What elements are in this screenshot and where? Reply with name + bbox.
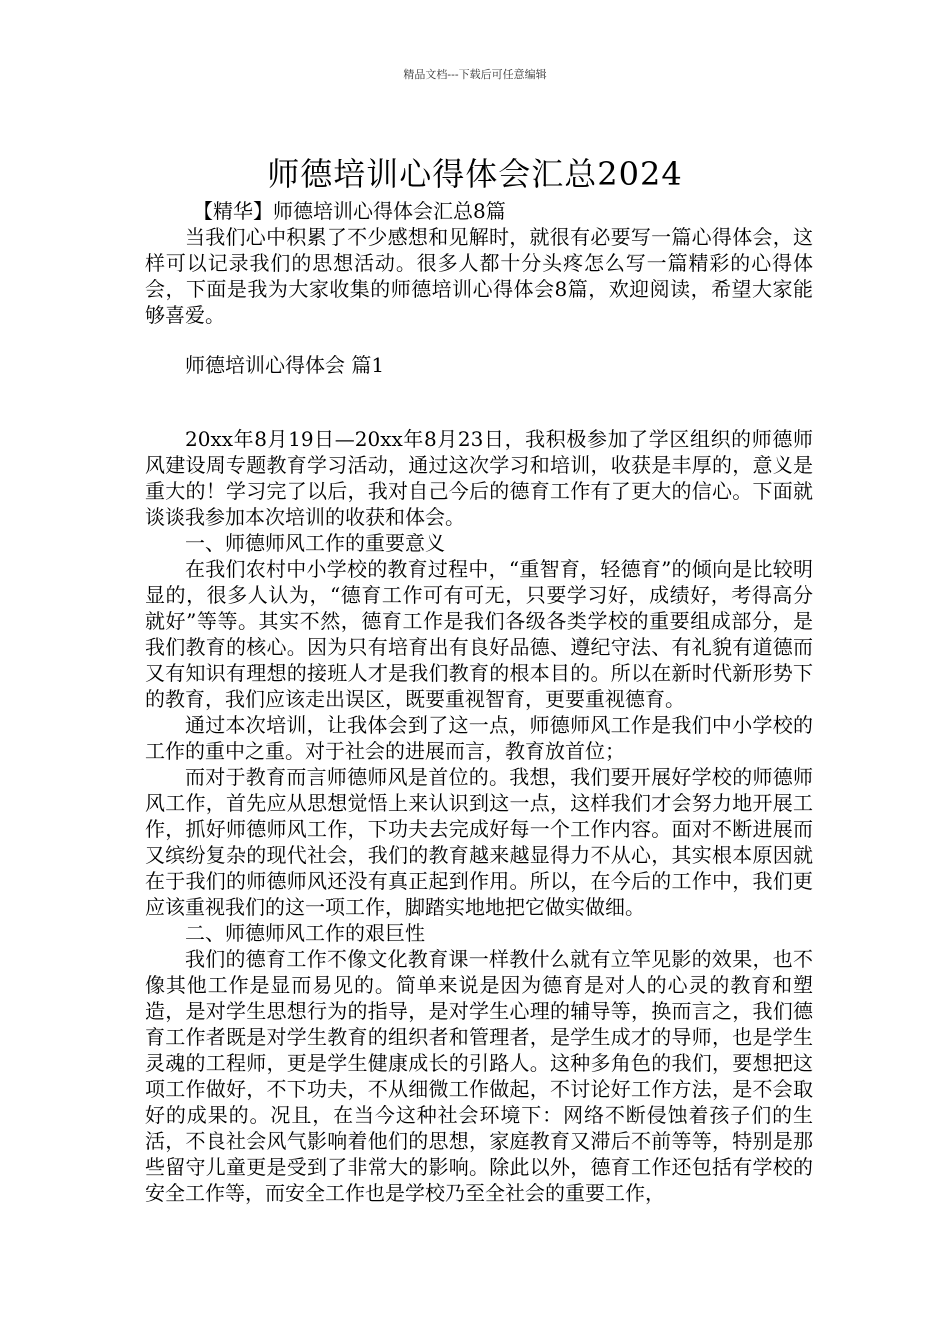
document-title: 师德培训心得体会汇总2024	[267, 155, 683, 194]
page-header: 精品文档---下载后可任意编辑	[403, 68, 547, 81]
body-paragraph: 通过本次培训，让我体会到了这一点，师德师风工作是我们中小学校的工作的重中之重。对于社会的进展而言，教育放首位；	[145, 713, 813, 763]
body-paragraph: 而对于教育而言师德师风是首位的。我想，我们要开展好学校的师德师风工作，首先应从思想觉悟上来认识到这一点，这样我们才会努力地开展工作，抓好师德师风工作，下功夫去完成好每一个工作内容。面对不断进展而又缤纷复杂的现代社会，我们的教育越来越显得力不从心，其实根本原因就在于我们的师德师风还没有真正起到作用。所以，在今后的工作中，我们更应该重视我们的这一项工作，脚踏实地地把它做实做细。	[145, 765, 813, 919]
body-paragraph: 20xx年8月19日—20xx年8月23日，我积极参加了学区组织的师德师风建设周专题教育学习活动，通过这次学习和培训，收获是丰厚的，意义是重大的！学习完了以后，我对自己今后的德育工作有了更大的信心。下面就谈谈我参加本次培训的收获和体会。	[145, 427, 813, 529]
body-paragraph: 在我们农村中小学校的教育过程中，“重智育，轻德育”的倾向是比较明显的，很多人认为，“德育工作可有可无，只要学习好，成绩好，考得高分就好”等等。其实不然，德育工作是我们各级各类学校的重要组成部分，是我们教育的核心。因为只有培育出有良好品德、遵纪守法、有礼貌有道德而又有知识有理想的接班人才是我们教育的根本目的。所以在新时代新形势下的教育，我们应该走出误区，既要重视智育，更要重视德育。	[145, 557, 813, 711]
section-heading: 师德培训心得体会 篇1	[185, 353, 385, 377]
subheading: 一、师德师风工作的重要意义	[185, 531, 445, 555]
document-body	[145, 198, 813, 1206]
intro-paragraph: 当我们心中积累了不少感想和见解时，就很有必要写一篇心得体会，这样可以记录我们的思想活动。很多人都十分头疼怎么写一篇精彩的心得体会，下面是我为大家收集的师德培训心得体会8篇，欢迎阅读，希望大家能够喜爱。	[145, 225, 813, 327]
subheading: 二、师德师风工作的艰巨性	[185, 921, 425, 945]
intro-heading: 【精华】师德培训心得体会汇总8篇	[193, 199, 506, 223]
body-paragraph: 我们的德育工作不像文化教育课一样教什么就有立竿见影的效果，也不像其他工作是显而易见的。简单来说是因为德育是对人的心灵的教育和塑造，是对学生思想行为的指导，是对学生心理的辅导等，换而言之，我们德育工作者既是对学生教育的组织者和管理者，是学生成才的导师，也是学生灵魂的工程师，更是学生健康成长的引路人。这种多角色的我们，要想把这项工作做好，不下功夫，不从细微工作做起，不讨论好工作方法，是不会取好的成果的。况且，在当今这种社会环境下：网络不断侵蚀着孩子们的生活，不良社会风气影响着他们的思想，家庭教育又滞后不前等等，特别是那些留守儿童更是受到了非常大的影响。除此以外，德育工作还包括有学校的安全工作等，而安全工作也是学校乃至全社会的重要工作，	[145, 947, 813, 1205]
